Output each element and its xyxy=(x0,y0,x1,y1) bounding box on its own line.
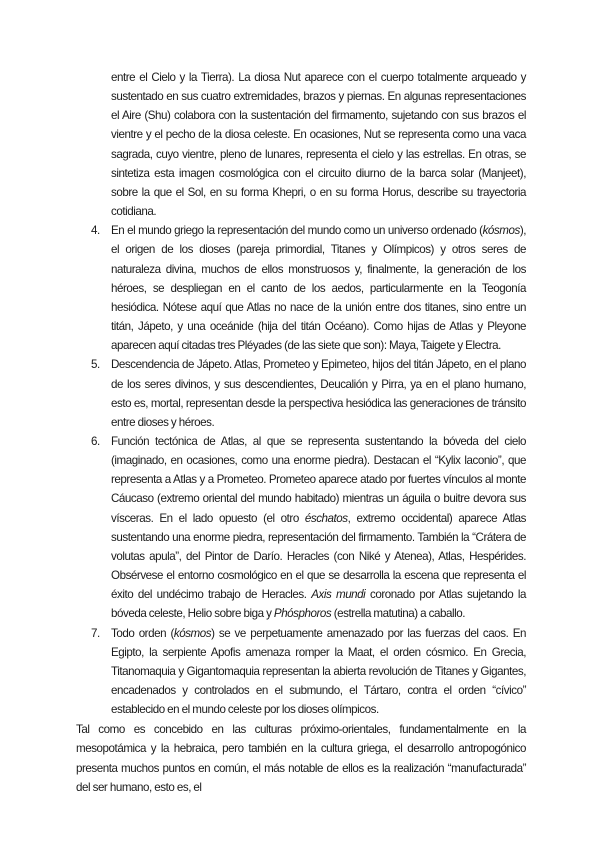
item-text-italic: kósmos xyxy=(482,224,520,238)
item-text: Función tectónica de Atlas, al que se representa sustentando la bóveda del cielo (imaginado, en ocasiones, como una enorme piedra). Destacan el “Kylix laconio”, que representa a Atlas y a Prometeo. Prometeo aparece atado por fuertes vínculos al monte Cáucaso (extremo oriental del mundo habitado) mientras un águila o buitre devora sus vísceras. En el lado opuesto (el otro xyxy=(111,434,526,525)
item-number: 7. xyxy=(91,626,100,640)
continuation-paragraph xyxy=(76,68,526,221)
item-text: Descendencia de Jápeto. Atlas, Prometeo y Epimeteo, hijos del titán Jápeto, en el plano de los seres divinos, y sus descendientes, Deucalión y Pirra, ya en el plano humano, esto es, mortal, representan desde la perspectiva hesiódica las generaciones de tránsito entre dioses y héroes. xyxy=(111,358,526,429)
paragraph-text: Tal como es concebido en las culturas próximo-orientales, fundamentalmente en la mesopotámica y la hebraica, pero también en la cultura griega, el desarrollo antropogónico presenta muchos puntos en común, el más notable de ellos es la realización “manufacturada” del ser humano, esto es, el xyxy=(76,723,526,794)
list-item-5 xyxy=(76,355,526,432)
list-item-7 xyxy=(76,624,526,720)
item-number: 4. xyxy=(91,224,100,238)
item-text: ) se ve perpetuamente amenazado por las fuerzas del caos. En Egipto, la serpiente Apofis amenaza romper la Maat, el orden cósmico. En Grecia, Titanomaquia y Gigantomaquia representan la abierta revolución de Titanes y Gigantes, encadenados y controlados en el submundo, el Tártaro, contra el orden “cívico” establecido en el mundo celeste por los dioses olímpicos. xyxy=(111,626,526,717)
item-text: Todo orden ( xyxy=(111,626,174,640)
item-text-italic: éschatos xyxy=(304,511,348,525)
list-item-4 xyxy=(76,221,526,355)
list-item-6 xyxy=(76,432,526,624)
item-text: En el mundo griego la representación del mundo como un universo ordenado ( xyxy=(111,224,483,238)
item-text: ), el origen de los dioses (pareja primordial, Titanes y Olímpicos) y otros seres de naturaleza divina, muchos de ellos monstruosos y, finalmente, la generación de los héroes, se despliegan en el canto de los aedos, particularmente en la Teogonía hesiódica. Nótese aquí que Atlas no nace de la unión entre dos titanes, sino entre un titán, Jápeto, y una oceánide (hija del titán Océano). Como hijas de Atlas y Pleyone aparecen aquí citadas tres Pléyades (de las siete que son): Maya, Taigete y Electra. xyxy=(111,224,526,353)
item-number: 6. xyxy=(91,434,100,448)
item-text: (estrella matutina) a caballo. xyxy=(331,607,465,621)
item-text-italic: kósmos xyxy=(173,626,212,640)
item-text: , extremo occidental) aparece Atlas sustentando una enorme piedra, representación del firmamento. También la “Crátera de volutas apula”, del Pintor de Darío. Heracles (con Niké y Atenea), Atlas, Hespérides. Obsérvese el entorno cosmológico en el que se desarrolla la escena que representa el éxito del undécimo trabajo de Heracles. xyxy=(111,511,526,602)
body-text xyxy=(76,68,526,797)
item-text: coronado por Atlas sujetando la bóveda celeste, Helio sobre biga y xyxy=(111,588,527,621)
item-number: 5. xyxy=(91,358,100,372)
item-text-italic: Axis mundi xyxy=(311,588,366,602)
closing-paragraph xyxy=(76,720,526,797)
item-text-italic: Phósphoros xyxy=(273,607,332,621)
paragraph-text: entre el Cielo y la Tierra). La diosa Nut aparece con el cuerpo totalmente arqueado y sustentado en sus cuatro extremidades, brazos y piernas. En algunas representaciones el Aire (Shu) colabora con la sustentación del firmamento, sujetando con sus brazos el vientre y el pecho de la diosa celeste. En ocasiones, Nut se representa como una vaca sagrada, cuyo vientre, pleno de lunares, representa el cielo y las estrellas. En otras, se sintetiza esta imagen cosmológica con el circuito diurno de la barca solar (Manjeet), sobre la que el Sol, en su forma Khepri, o en su forma Horus, describe su trayectoria cotidiana. xyxy=(111,71,526,219)
